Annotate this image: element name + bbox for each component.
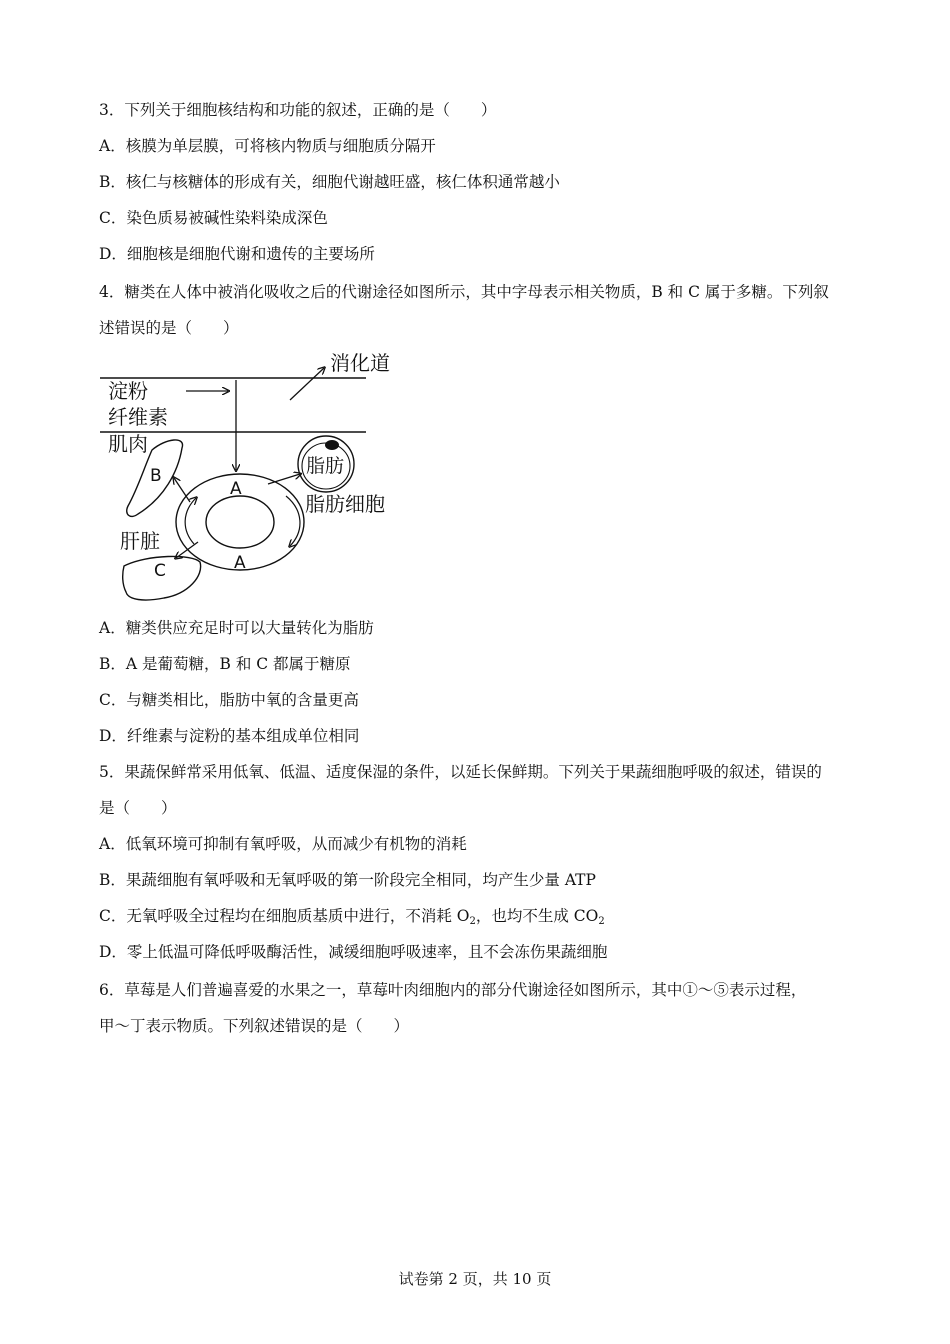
q4-stem-line2: 述错误的是（ ） [99,319,239,337]
q3-stem: 3．下列关于细胞核结构和功能的叙述，正确的是（ ） [99,101,497,119]
ring-flow-arrow-left [185,498,196,544]
q5-option-c-part2: ，也均不生成 CO [475,907,599,925]
q3-option-b: B．核仁与核糖体的形成有关，细胞代谢越旺盛，核仁体积通常越小 [99,173,560,191]
label-starch: 淀粉 [108,379,148,403]
fat-cell-nucleus [325,440,339,450]
q4-stem-line1: 4．糖类在人体中被消化吸收之后的代谢途径如图所示，其中字母表示相关物质，B 和 C 属于多糖。下列叙 [99,283,829,301]
q4-option-b: B．A 是葡萄糖，B 和 C 都属于糖原 [99,655,351,673]
label-cellulose: 纤维素 [108,405,168,429]
q5-option-a: A．低氧环境可抑制有氧呼吸，从而减少有机物的消耗 [99,835,467,853]
to-muscle-arrow [174,478,190,502]
tract-pointer-arrow [290,368,324,400]
label-a-top: A [230,479,242,499]
q3-option-d: D．细胞核是细胞代谢和遗传的主要场所 [99,245,375,263]
q4-option-c: C．与糖类相比，脂肪中氧的含量更高 [99,691,359,709]
q5-option-c [99,905,605,933]
q5-option-c-sub2: 2 [598,916,605,927]
ring-flow-arrow-right [286,496,300,546]
ring-inner [206,496,274,548]
q3-option-c: C．染色质易被碱性染料染成深色 [99,209,328,227]
q5-option-c-sub1: 2 [469,916,476,927]
q5-stem-line2: 是（ ） [99,799,177,817]
q5-option-c-part1: C．无氧呼吸全过程均在细胞质基质中进行，不消耗 O [99,907,470,925]
label-liver: 肝脏 [120,529,160,553]
q4-option-a: A．糖类供应充足时可以大量转化为脂肪 [99,619,374,637]
label-c: C [154,561,166,581]
q6-stem-line2: 甲～丁表示物质。下列叙述错误的是（ ） [99,1017,410,1035]
label-fat-cell: 脂肪细胞 [305,492,385,516]
q6-stem-line1: 6．草莓是人们普遍喜爱的水果之一，草莓叶肉细胞内的部分代谢途径如图所示，其中①～⑤表示过程， [99,981,807,999]
q4-option-d: D．纤维素与淀粉的基本组成单位相同 [99,727,360,745]
q5-stem-line1: 5．果蔬保鲜常采用低氧、低温、适度保湿的条件，以延长保鲜期。下列关于果蔬细胞呼吸的叙述，错误的 [99,763,822,781]
q5-option-b: B．果蔬细胞有氧呼吸和无氧呼吸的第一阶段完全相同，均产生少量 ATP [99,871,596,889]
q3-option-a: A．核膜为单层膜，可将核内物质与细胞质分隔开 [99,137,436,155]
label-a-bottom: A [234,553,246,573]
label-muscle: 肌肉 [108,432,148,456]
sugar-metabolism-diagram [100,344,400,606]
label-digestive-tract: 消化道 [330,351,390,375]
q5-option-d: D．零上低温可降低呼吸酶活性，减缓细胞呼吸速率，且不会冻伤果蔬细胞 [99,943,608,961]
label-fat: 脂肪 [306,455,345,477]
page-footer: 试卷第 2 页，共 10 页 [398,1270,552,1288]
to-fat-arrow [268,474,300,484]
label-b: B [150,466,162,486]
